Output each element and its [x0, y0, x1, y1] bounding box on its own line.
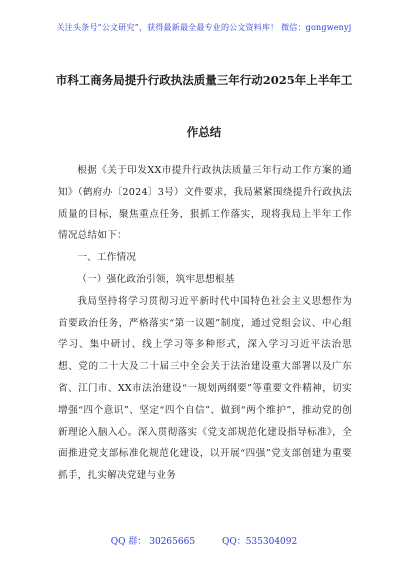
document-body: [58, 160, 352, 487]
body-paragraph: 我局坚持将学习贯彻习近平新时代中国特色社会主义思想作为首要政治任务，严格落实“第一议题”制度，通过党组会议、中心组学习、集中研讨、线上学习等多种形式，深入学习习近平法治思想、党的二十大及二十届三中全会关于法治建设重大部署以及广东省、江门市、XX市法治建设“一规划两纲要”等重要文件精神，切实增强“四个意识”、坚定“四个自信”、做到“两个维护”，推动党的创新理论入脑入心。深入贯彻落实《党支部规范化建设指导标准》，全面推进党支部标准化规范化建设，以开展“四强”党支部创建为重要抓手，扎实解决党建与业务: [58, 295, 352, 482]
qq-number: QQ：535304092: [221, 537, 298, 547]
document-title-line-2: 作总结: [186, 125, 222, 139]
qq-group: QQ 群： 30265665: [110, 537, 196, 547]
section-heading: 一、工作情况: [77, 252, 137, 264]
footer-contact: [0, 534, 408, 547]
subsection-heading: （一）强化政治引领，筑牢思想根基: [77, 273, 235, 285]
document-title-line-1: 市科工商务局提升行政执法质量三年行动2025年上半年工: [55, 73, 353, 87]
header-banner: 关注头条号“公文研究”，获得最新最全最专业的公文资料库！ 微信：gongwenyj: [56, 23, 352, 32]
intro-paragraph: 根据《关于印发XX市提升行政执法质量三年行动工作方案的通知》（鹤府办〔2024〕3号）文件要求，我局紧紧围绕提升行政执法质量的目标，聚焦重点任务，狠抓工作落实，现将我局上半年工作情况总结如下：: [58, 165, 352, 242]
